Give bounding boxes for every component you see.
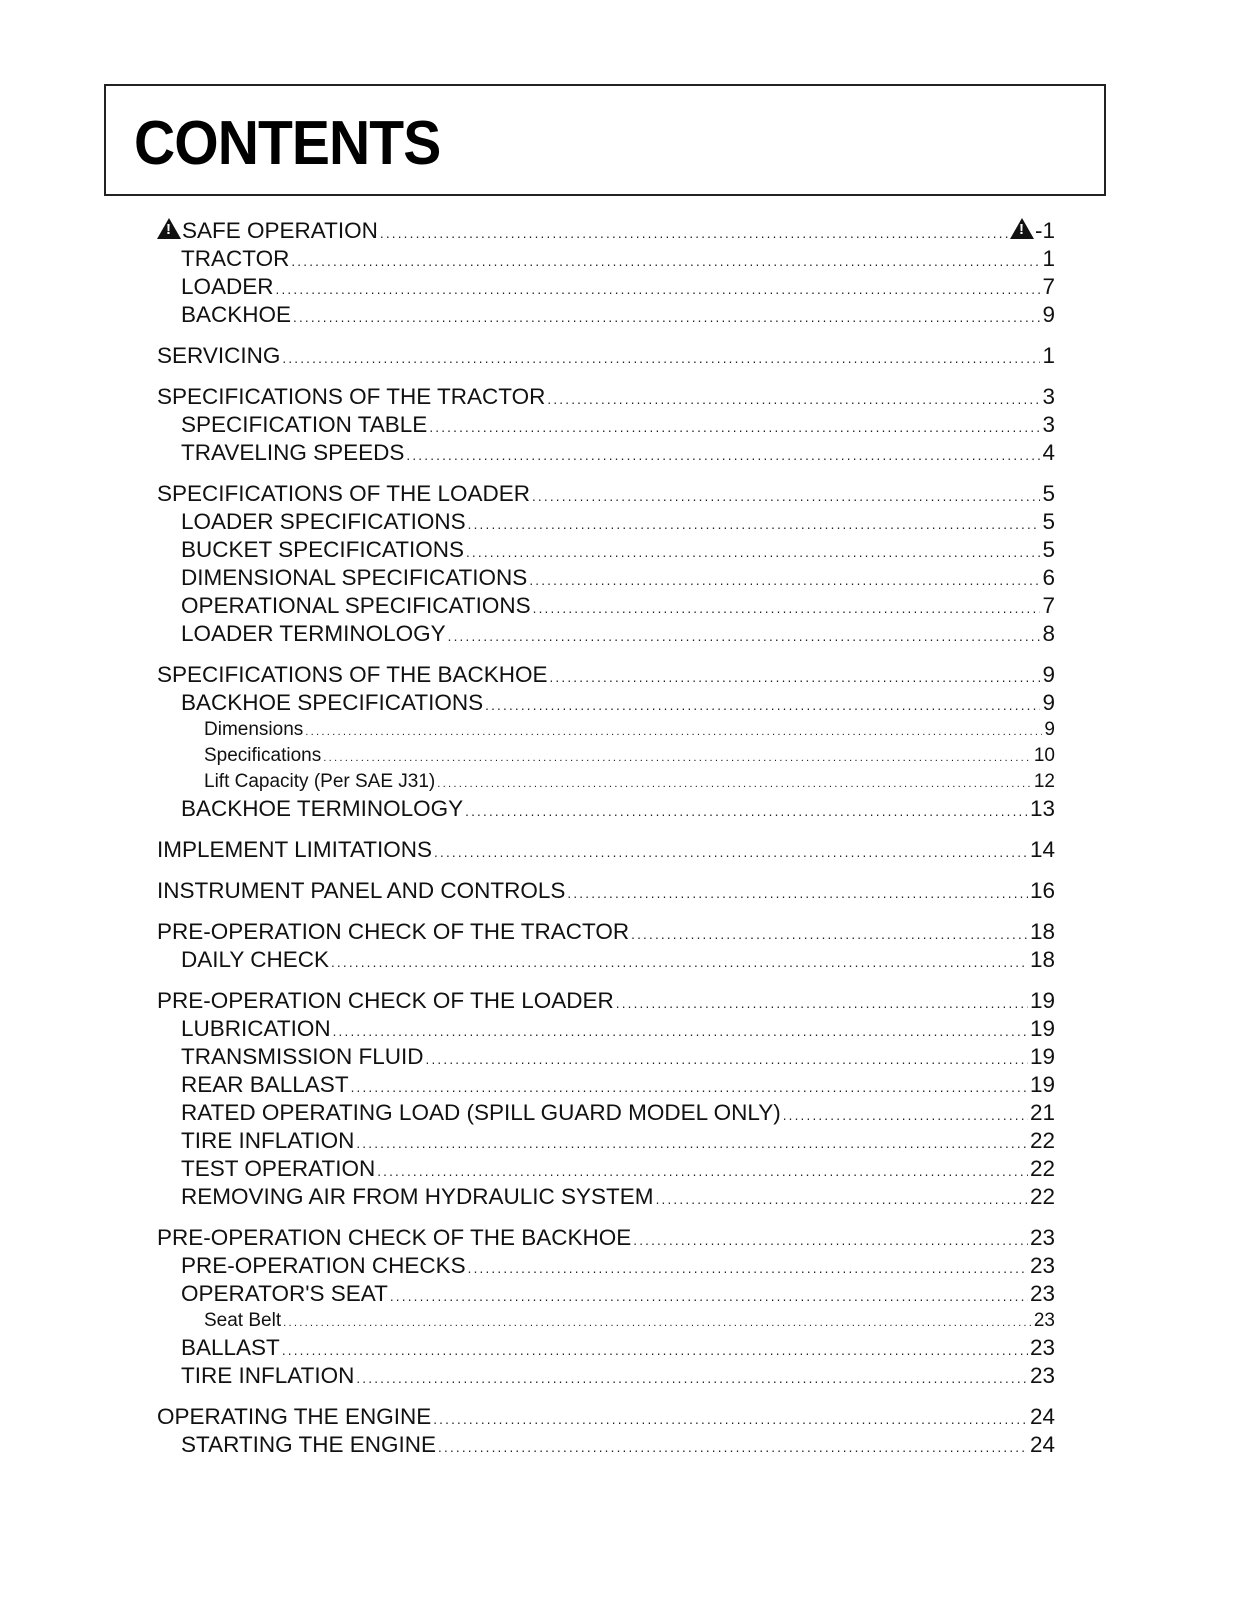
toc-entry-text: STARTING THE ENGINE	[181, 1432, 437, 1457]
toc-entry-text: BACKHOE SPECIFICATIONS	[181, 690, 484, 715]
toc-entry-text: SPECIFICATIONS OF THE LOADER	[157, 481, 530, 506]
page-number: 19	[1029, 1044, 1055, 1069]
toc-entry-page	[1030, 1431, 1055, 1459]
toc-entry-page	[1030, 1280, 1055, 1308]
toc-entry[interactable]	[157, 411, 1055, 439]
toc-entry-text: SPECIFICATIONS OF THE TRACTOR	[157, 384, 546, 409]
toc-entry-page	[1030, 918, 1055, 946]
toc-entry-text: DAILY CHECK	[181, 947, 329, 972]
toc-entry-page	[1042, 245, 1055, 273]
toc-entry-text: TEST OPERATION	[181, 1156, 376, 1181]
dot-leader	[433, 1406, 1028, 1431]
dot-leader	[283, 1310, 1032, 1334]
toc-entry-text: Dimensions	[204, 719, 304, 740]
toc-entry-text: Specifications	[204, 745, 322, 766]
toc-entry[interactable]	[157, 1308, 1055, 1334]
toc-entry-label	[157, 383, 545, 411]
toc-entry-label	[181, 1127, 354, 1155]
toc-entry-label	[157, 217, 378, 245]
page-number: 23	[1029, 1335, 1055, 1360]
toc-entry-label	[181, 1043, 424, 1071]
toc-entry[interactable]	[157, 1183, 1055, 1211]
page-number: 14	[1029, 837, 1055, 862]
dot-leader	[438, 1434, 1028, 1459]
toc-entry-page	[1042, 508, 1055, 536]
toc-entry-text: BACKHOE	[181, 302, 292, 327]
dot-leader	[485, 692, 1040, 717]
toc-entry[interactable]	[157, 1127, 1055, 1155]
toc-entry-text: LOADER TERMINOLOGY	[181, 621, 446, 646]
toc-entry-page	[1042, 592, 1055, 620]
toc-entry[interactable]	[157, 564, 1055, 592]
toc-entry-page	[1030, 1183, 1055, 1211]
toc-entry-page	[1030, 1015, 1055, 1043]
toc-entry-text: INSTRUMENT PANEL AND CONTROLS	[157, 878, 566, 903]
toc-entry-label	[157, 1224, 631, 1252]
page-number: 22	[1029, 1184, 1055, 1209]
page-number: 18	[1029, 947, 1055, 972]
toc-entry-page	[1030, 1127, 1055, 1155]
page-number: 24	[1029, 1404, 1055, 1429]
dot-leader	[291, 248, 1040, 273]
page-number: 22	[1029, 1128, 1055, 1153]
page-number: 5	[1042, 481, 1055, 506]
dot-leader	[351, 1074, 1028, 1099]
page-number: 23	[1029, 1253, 1055, 1278]
dot-leader	[434, 839, 1028, 864]
toc-entry-page	[1030, 987, 1055, 1015]
toc-entry-page	[1030, 877, 1055, 905]
toc-entry[interactable]	[157, 1431, 1055, 1459]
dot-leader	[547, 386, 1040, 411]
toc-entry-page	[1042, 342, 1055, 370]
toc-entry-page	[1030, 1224, 1055, 1252]
dot-leader	[631, 921, 1028, 946]
toc-entry-text: SPECIFICATION TABLE	[181, 412, 428, 437]
contents-title-box	[104, 84, 1106, 196]
toc-entry-page	[1030, 1099, 1055, 1127]
toc-entry-text: OPERATIONAL SPECIFICATIONS	[181, 593, 531, 618]
toc-entry-text: TRAVELING SPEEDS	[181, 440, 405, 465]
dot-leader	[466, 539, 1041, 564]
toc-entry-page	[1030, 1362, 1055, 1390]
page-number: 16	[1029, 878, 1055, 903]
toc-entry-label	[157, 1403, 431, 1431]
dot-leader	[468, 1255, 1028, 1280]
toc-entry[interactable]	[157, 592, 1055, 620]
dot-leader	[323, 745, 1032, 769]
toc-entry-page	[1030, 836, 1055, 864]
dot-leader	[529, 567, 1040, 592]
toc-entry[interactable]	[157, 795, 1055, 823]
dot-leader	[429, 414, 1040, 439]
page-number: 18	[1029, 919, 1055, 944]
page-number: 1	[1042, 246, 1055, 271]
toc-entry[interactable]	[157, 1362, 1055, 1390]
toc-entry-label	[181, 1071, 349, 1099]
toc-entry-text: REMOVING AIR FROM HYDRAULIC SYSTEM	[181, 1184, 654, 1209]
page-number: 23	[1029, 1363, 1055, 1388]
toc-entry[interactable]	[157, 480, 1055, 508]
dot-leader	[406, 442, 1040, 467]
toc-entry-label	[181, 1362, 354, 1390]
toc-entry-text: SERVICING	[157, 343, 281, 368]
toc-entry-page	[1042, 661, 1055, 689]
toc-entry[interactable]	[157, 1155, 1055, 1183]
dot-leader	[305, 719, 1042, 743]
dot-leader	[356, 1365, 1028, 1390]
page-number: 7	[1042, 593, 1055, 618]
page-number: 7	[1042, 274, 1055, 299]
toc-entry[interactable]	[157, 1403, 1055, 1431]
dot-leader	[633, 1227, 1028, 1252]
toc-entry-page	[1030, 1403, 1055, 1431]
toc-entry-label	[181, 1155, 375, 1183]
toc-entry-text: Seat Belt	[204, 1310, 282, 1331]
page-number: 12	[1033, 771, 1055, 792]
page-number: -1	[1034, 218, 1055, 243]
dot-leader	[533, 595, 1041, 620]
page-number: 10	[1033, 745, 1055, 766]
toc-entry-label	[157, 342, 280, 370]
toc-entry-page	[1030, 1071, 1055, 1099]
toc-entry-text: BACKHOE TERMINOLOGY	[181, 796, 464, 821]
toc-entry-label	[204, 769, 435, 795]
toc-entry-label	[157, 480, 530, 508]
toc-entry[interactable]	[157, 1280, 1055, 1308]
page-number: 24	[1029, 1432, 1055, 1457]
dot-leader	[465, 798, 1028, 823]
toc-entry[interactable]	[157, 245, 1055, 273]
dot-leader	[567, 880, 1028, 905]
toc-entry-page	[1042, 689, 1055, 717]
dot-leader	[276, 276, 1041, 301]
toc-entry-label	[181, 508, 466, 536]
toc-entry-page	[1042, 411, 1055, 439]
toc-entry-text: LOADER SPECIFICATIONS	[181, 509, 466, 534]
toc-entry[interactable]	[157, 918, 1055, 946]
page-number: 23	[1029, 1281, 1055, 1306]
toc-entry-text: REAR BALLAST	[181, 1072, 349, 1097]
dot-leader	[282, 345, 1040, 370]
toc-entry-text: PRE-OPERATION CHECK OF THE TRACTOR	[157, 919, 630, 944]
dot-leader	[282, 1337, 1028, 1362]
toc-entry-page	[1030, 946, 1055, 974]
dot-leader	[549, 664, 1040, 689]
toc-entry-page	[1042, 480, 1055, 508]
toc-entry[interactable]	[157, 987, 1055, 1015]
toc-entry-page	[1030, 1252, 1055, 1280]
toc-entry-page	[1030, 1155, 1055, 1183]
toc-entry[interactable]	[157, 689, 1055, 717]
toc-entry[interactable]	[157, 620, 1055, 648]
toc-entry[interactable]	[157, 217, 1055, 245]
toc-entry-text: OPERATING THE ENGINE	[157, 1404, 432, 1429]
toc-entry-label	[204, 743, 321, 769]
toc-entry-text: BALLAST	[181, 1335, 280, 1360]
dot-leader	[437, 771, 1032, 795]
toc-entry-label	[181, 1183, 654, 1211]
toc-entry[interactable]	[157, 508, 1055, 536]
toc-entry[interactable]	[157, 1071, 1055, 1099]
toc-entry-text: SPECIFICATIONS OF THE BACKHOE	[157, 662, 548, 687]
page-number: 19	[1029, 988, 1055, 1013]
page-number: 19	[1029, 1072, 1055, 1097]
page-number: 23	[1029, 1225, 1055, 1250]
toc-entry-page	[1034, 769, 1055, 795]
toc-entry-text: BUCKET SPECIFICATIONS	[181, 537, 464, 562]
toc-entry-label	[181, 439, 404, 467]
toc-entry-page	[1042, 383, 1055, 411]
toc-entry-label	[181, 1252, 466, 1280]
page-number: 13	[1029, 796, 1055, 821]
toc-entry-page	[1042, 301, 1055, 329]
dot-leader	[377, 1158, 1028, 1183]
dot-leader	[616, 990, 1028, 1015]
toc-entry[interactable]	[157, 383, 1055, 411]
toc-entry-label	[181, 301, 291, 329]
toc-entry[interactable]	[157, 743, 1055, 769]
toc-entry-label	[181, 592, 531, 620]
page-number: 22	[1029, 1156, 1055, 1181]
toc-entry-text: TIRE INFLATION	[181, 1128, 355, 1153]
dot-leader	[426, 1046, 1028, 1071]
toc-entry-page	[1042, 564, 1055, 592]
toc-entry[interactable]	[157, 1334, 1055, 1362]
toc-entry-label	[157, 987, 614, 1015]
toc-entry-text: PRE-OPERATION CHECK OF THE LOADER	[157, 988, 614, 1013]
toc-entry-page	[1010, 217, 1055, 245]
toc-entry[interactable]	[157, 946, 1055, 974]
page-number: 19	[1029, 1016, 1055, 1041]
toc-entry-label	[181, 1334, 280, 1362]
toc-entry-text: PRE-OPERATION CHECKS	[181, 1253, 466, 1278]
toc-entry-page	[1042, 536, 1055, 564]
toc-entry[interactable]	[157, 661, 1055, 689]
page-number: 9	[1042, 302, 1055, 327]
toc-entry[interactable]	[157, 439, 1055, 467]
toc-entry-text: LUBRICATION	[181, 1016, 331, 1041]
toc-entry-text: TRACTOR	[181, 246, 290, 271]
dot-leader	[333, 1018, 1028, 1043]
toc-entry[interactable]	[157, 717, 1055, 743]
dot-leader	[656, 1186, 1028, 1211]
toc-entry-label	[181, 1099, 781, 1127]
toc-entry-page	[1042, 439, 1055, 467]
page-number: 6	[1042, 565, 1055, 590]
toc-entry-text: IMPLEMENT LIMITATIONS	[157, 837, 433, 862]
dot-leader	[293, 304, 1040, 329]
page-number: 4	[1042, 440, 1055, 465]
warning-triangle-icon	[157, 218, 181, 239]
toc-entry-text: TIRE INFLATION	[181, 1363, 355, 1388]
toc-entry[interactable]	[157, 1015, 1055, 1043]
toc-entry-label	[181, 1015, 331, 1043]
toc-entry-label	[181, 411, 427, 439]
toc-entry[interactable]	[157, 769, 1055, 795]
dot-leader	[331, 949, 1028, 974]
toc-entry-page	[1030, 795, 1055, 823]
toc-entry-label	[157, 661, 547, 689]
toc-entry-label	[181, 1431, 436, 1459]
toc-entry[interactable]	[157, 342, 1055, 370]
toc-entry-text: DIMENSIONAL SPECIFICATIONS	[181, 565, 528, 590]
toc-entry-text: LOADER	[181, 274, 274, 299]
dot-leader	[380, 220, 1008, 245]
dot-leader	[783, 1102, 1028, 1127]
toc-entry-label	[181, 946, 329, 974]
toc-entry-label	[181, 564, 527, 592]
toc-entry-label	[181, 536, 464, 564]
toc-entry-page	[1042, 620, 1055, 648]
page-number: 5	[1042, 509, 1055, 534]
toc-entry-label	[157, 877, 565, 905]
dot-leader	[448, 623, 1041, 648]
toc-entry[interactable]	[157, 1252, 1055, 1280]
page-number: 9	[1042, 662, 1055, 687]
toc-entry-label	[157, 918, 629, 946]
dot-leader	[532, 483, 1041, 508]
page-title: CONTENTS	[134, 109, 441, 178]
toc-entry-page	[1030, 1334, 1055, 1362]
toc-entry-label	[181, 245, 289, 273]
toc-entry-label	[204, 1308, 281, 1334]
page-number: 1	[1042, 343, 1055, 368]
dot-leader	[356, 1130, 1028, 1155]
dot-leader	[468, 511, 1041, 536]
toc-entry-label	[181, 795, 463, 823]
toc-entry[interactable]	[157, 1043, 1055, 1071]
toc-entry-page	[1034, 743, 1055, 769]
toc-entry-label	[204, 717, 303, 743]
toc-entry[interactable]	[157, 877, 1055, 905]
toc-entry[interactable]	[157, 1224, 1055, 1252]
toc-entry-text: SAFE OPERATION	[182, 218, 378, 243]
toc-entry-label	[181, 273, 274, 301]
page-number: 8	[1042, 621, 1055, 646]
toc-entry-text: OPERATOR'S SEAT	[181, 1281, 388, 1306]
table-of-contents	[157, 217, 1055, 1459]
toc-entry[interactable]	[157, 836, 1055, 864]
toc-entry[interactable]	[157, 301, 1055, 329]
toc-entry-page	[1034, 1308, 1055, 1334]
toc-entry[interactable]	[157, 536, 1055, 564]
page-number: 21	[1029, 1100, 1055, 1125]
page-number: 9	[1044, 719, 1055, 740]
warning-triangle-icon	[1010, 218, 1034, 239]
page-number: 5	[1042, 537, 1055, 562]
toc-entry[interactable]	[157, 1099, 1055, 1127]
toc-entry-label	[181, 1280, 388, 1308]
page-number: 3	[1042, 412, 1055, 437]
toc-entry-text: RATED OPERATING LOAD (SPILL GUARD MODEL ONLY)	[181, 1100, 781, 1125]
toc-entry-label	[157, 836, 432, 864]
toc-entry-label	[181, 689, 483, 717]
toc-entry-page	[1042, 273, 1055, 301]
toc-entry[interactable]	[157, 273, 1055, 301]
toc-entry-page	[1030, 1043, 1055, 1071]
dot-leader	[390, 1283, 1028, 1308]
page-number: 9	[1042, 690, 1055, 715]
page-number: 23	[1033, 1310, 1055, 1331]
toc-entry-label	[181, 620, 446, 648]
page-number: 3	[1042, 384, 1055, 409]
toc-entry-text: TRANSMISSION FLUID	[181, 1044, 424, 1069]
toc-entry-text: PRE-OPERATION CHECK OF THE BACKHOE	[157, 1225, 632, 1250]
toc-entry-page	[1044, 717, 1055, 743]
toc-entry-text: Lift Capacity (Per SAE J31)	[204, 771, 436, 792]
